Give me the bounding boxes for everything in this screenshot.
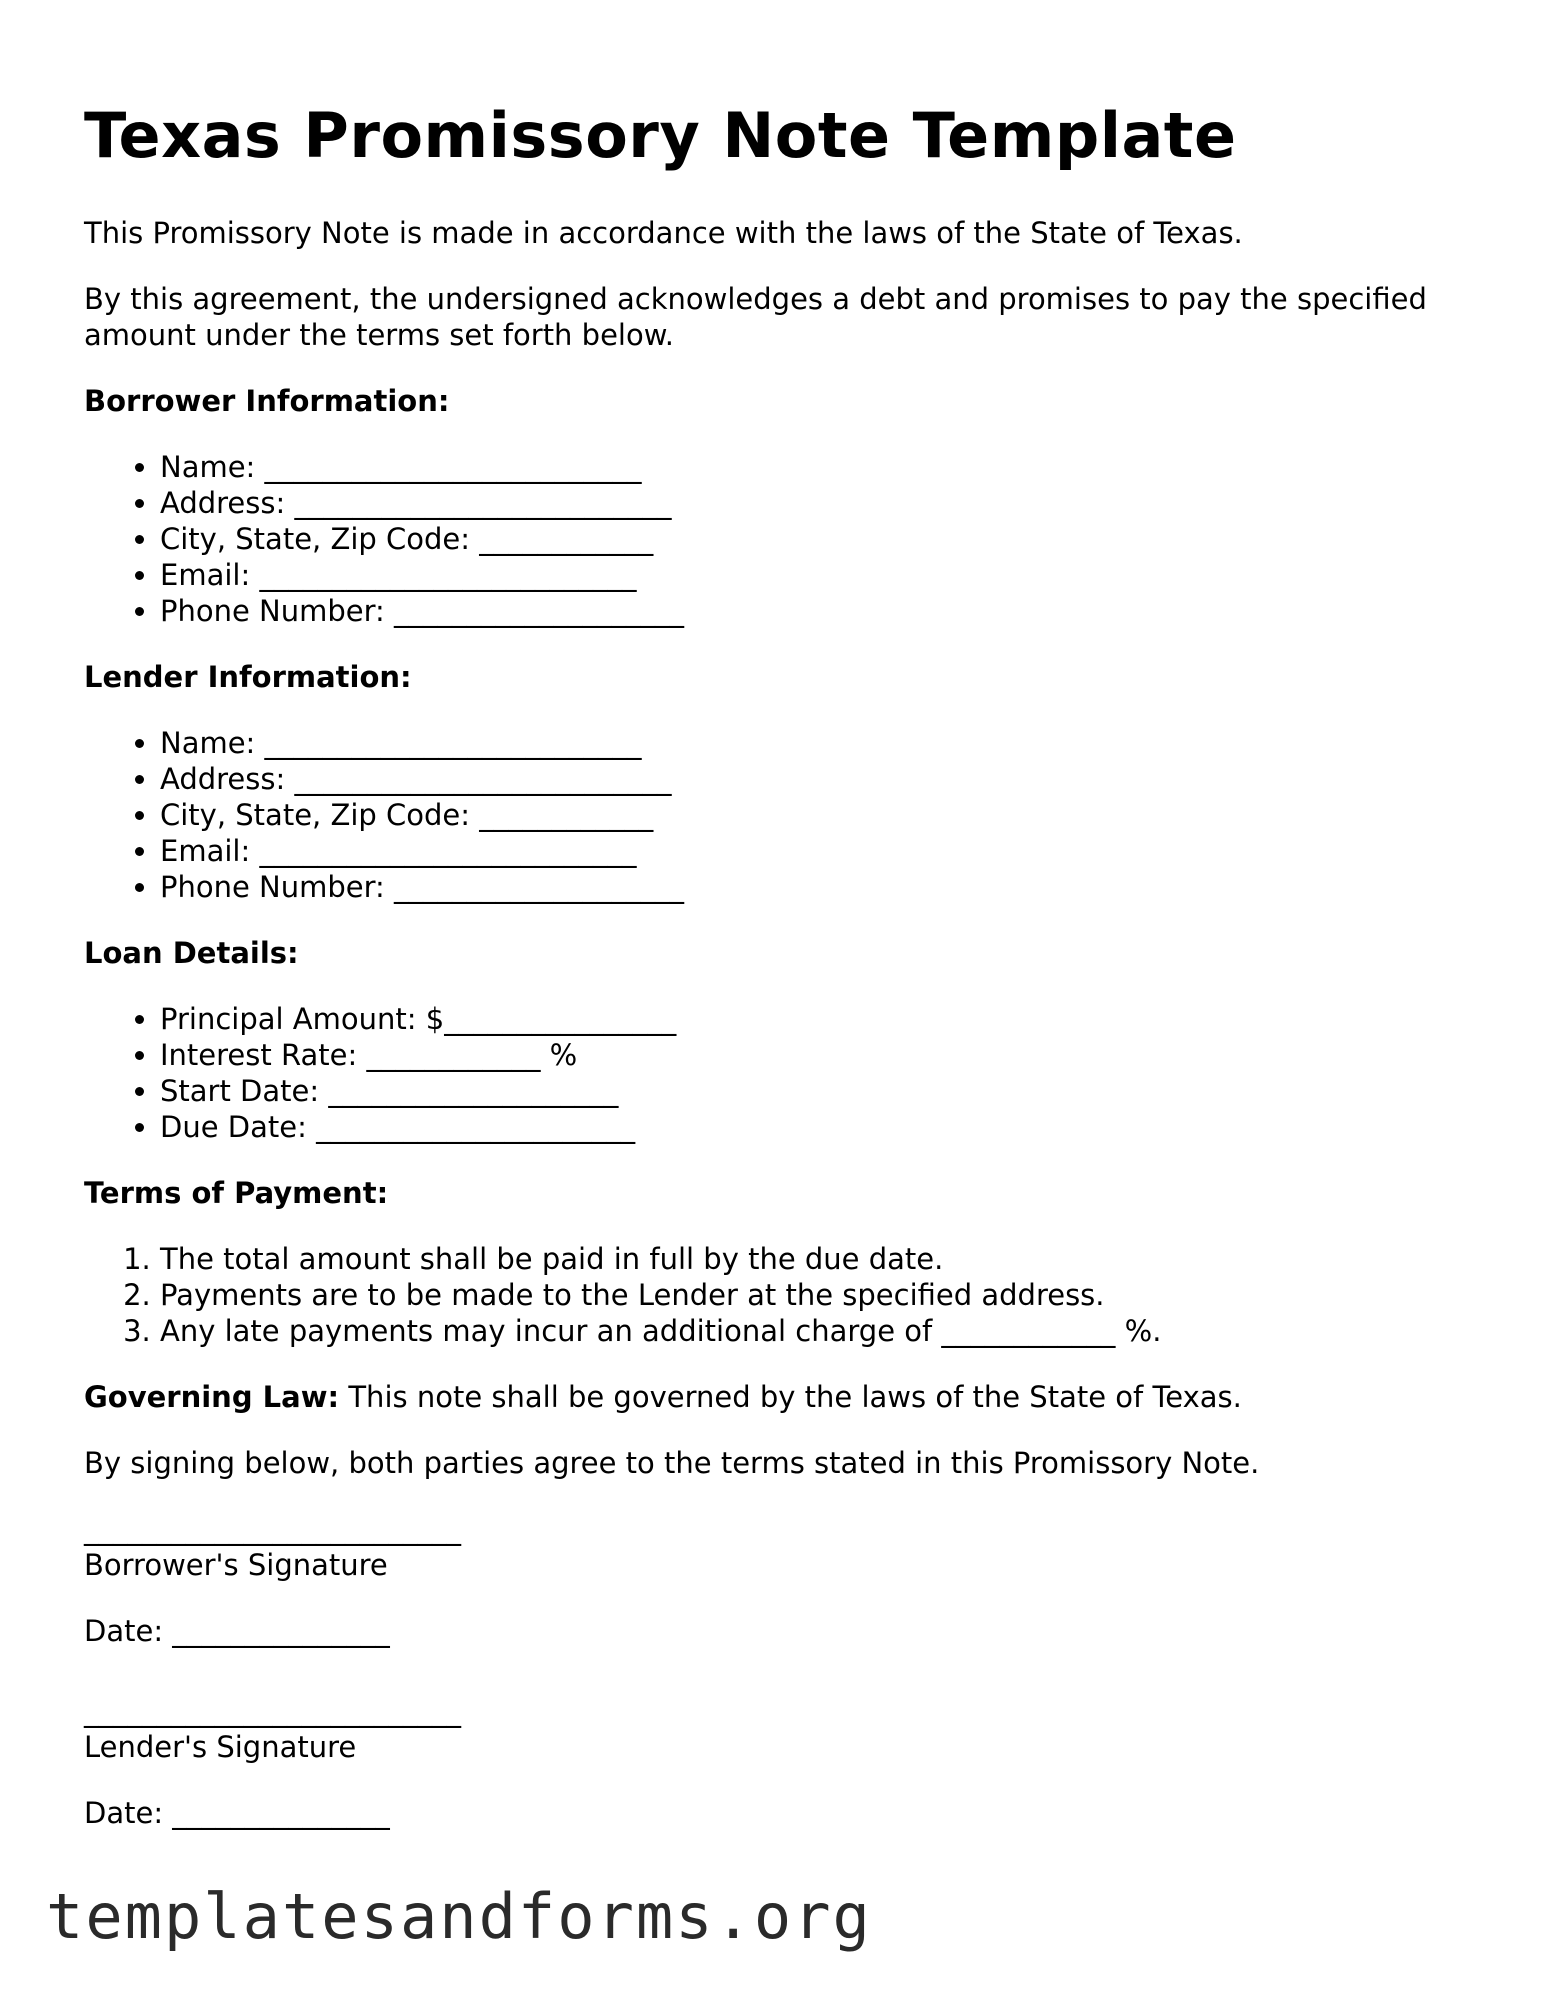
borrower-phone-field: • Phone Number: ____________________ (160, 593, 1464, 629)
due-date-field: • Due Date: ______________________ (160, 1109, 1464, 1145)
borrower-address-field: • Address: __________________________ (160, 485, 1464, 521)
lender-phone-field: • Phone Number: ____________________ (160, 869, 1464, 905)
start-date-field: • Start Date: ____________________ (160, 1073, 1464, 1109)
borrower-email-field: • Email: __________________________ (160, 557, 1464, 593)
agreement-paragraph: By signing below, both parties agree to the terms stated in this Promissory Note. (84, 1446, 1260, 1481)
borrower-date-field: Date: _______________ (84, 1614, 390, 1649)
term-item: 3. Any late payments may incur an additional charge of ____________ %. (160, 1313, 1464, 1349)
borrower-heading: Borrower Information: (84, 384, 450, 419)
lender-date-field: Date: _______________ (84, 1796, 390, 1831)
borrower-list (84, 449, 1464, 629)
loan-list (84, 1001, 1464, 1145)
governing-law-text: This note shall be governed by the laws of the State of Texas. (339, 1380, 1242, 1415)
document-page (84, 100, 1464, 1861)
lender-city-field: • City, State, Zip Code: ____________ (160, 797, 1464, 833)
lender-signature-line: __________________________ (84, 1694, 461, 1729)
lender-list (84, 725, 1464, 905)
interest-rate-field: • Interest Rate: ____________ % (160, 1037, 1464, 1073)
intro-paragraph: By this agreement, the undersigned acknowledges a debt and promises to pay the specified amount under the terms set forth below. (84, 282, 1427, 353)
borrower-signature-label: Borrower's Signature (84, 1548, 388, 1583)
lender-heading: Lender Information: (84, 660, 412, 695)
lender-name-field: • Name: __________________________ (160, 725, 1464, 761)
governing-law-paragraph (84, 1379, 1464, 1415)
borrower-name-field: • Name: __________________________ (160, 449, 1464, 485)
term-item: 1. The total amount shall be paid in full by the due date. (160, 1241, 1464, 1277)
lender-signature-label: Lender's Signature (84, 1730, 357, 1765)
loan-heading: Loan Details: (84, 936, 299, 971)
terms-list (84, 1241, 1464, 1349)
lender-address-field: • Address: __________________________ (160, 761, 1464, 797)
term-item: 2. Payments are to be made to the Lender at the specified address. (160, 1277, 1464, 1313)
borrower-signature-block (84, 1511, 1464, 1583)
watermark: templatesandforms.org (46, 1880, 872, 1953)
governing-law-label: Governing Law: (84, 1380, 340, 1415)
borrower-city-field: • City, State, Zip Code: ____________ (160, 521, 1464, 557)
terms-heading: Terms of Payment: (84, 1176, 389, 1211)
lender-signature-block (84, 1693, 1464, 1765)
intro-paragraph: This Promissory Note is made in accordance with the laws of the State of Texas. (84, 216, 1243, 251)
principal-amount-field: • Principal Amount: $________________ (160, 1001, 1464, 1037)
lender-email-field: • Email: __________________________ (160, 833, 1464, 869)
borrower-signature-line: __________________________ (84, 1512, 461, 1547)
page-title: Texas Promissory Note Template (84, 99, 1237, 172)
